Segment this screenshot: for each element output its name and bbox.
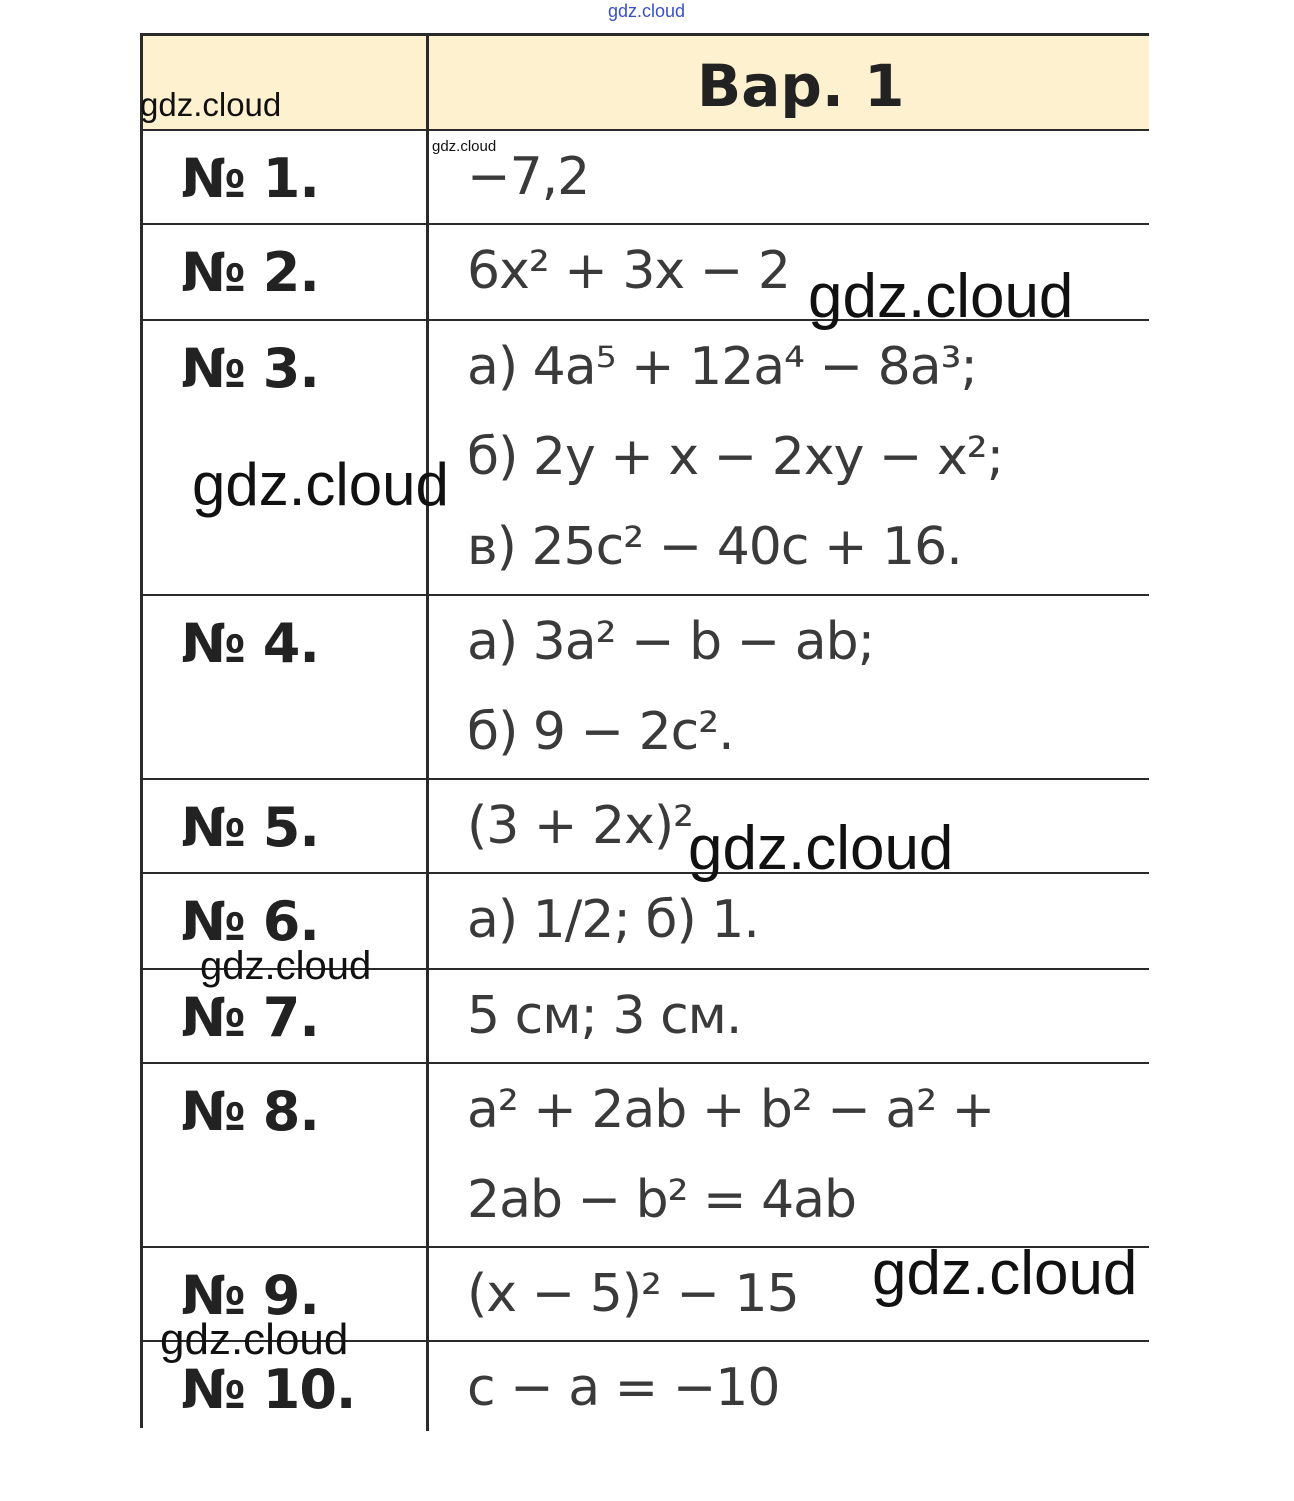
answer-line: а) 1/2; б) 1. bbox=[467, 890, 759, 950]
task-number: № 7. bbox=[181, 986, 319, 1049]
task-number: № 2. bbox=[181, 241, 319, 304]
task-number: № 6. bbox=[181, 890, 319, 953]
task-number: № 9. bbox=[181, 1264, 319, 1327]
header-variant-cell bbox=[429, 36, 1149, 129]
answer-line: c − a = −10 bbox=[467, 1358, 780, 1418]
answer-line: 5 см; 3 см. bbox=[467, 986, 742, 1046]
watermark: gdz.cloud bbox=[160, 1315, 349, 1364]
variant-title: Вар. 1 bbox=[697, 52, 905, 120]
task-number: № 1. bbox=[181, 147, 319, 210]
watermark: gdz.cloud bbox=[140, 86, 282, 123]
watermark: gdz.cloud bbox=[200, 944, 372, 988]
table-row-1 bbox=[143, 131, 1149, 225]
answer-line: а) 4a⁵ + 12a⁴ − 8a³; bbox=[467, 337, 977, 397]
watermark: gdz.cloud bbox=[872, 1239, 1138, 1308]
task-number: № 8. bbox=[181, 1080, 319, 1143]
answer-line: a² + 2ab + b² − a² + bbox=[467, 1080, 995, 1140]
answer-line: б) 9 − 2c². bbox=[467, 702, 734, 762]
task-number: № 5. bbox=[181, 796, 319, 859]
answer-table bbox=[140, 33, 1149, 1428]
table-row-8 bbox=[143, 1064, 1149, 1248]
answer-line: а) 3a² − b − ab; bbox=[467, 612, 875, 672]
watermark: gdz.cloud bbox=[808, 262, 1074, 331]
answer-line: 2ab − b² = 4ab bbox=[467, 1170, 857, 1230]
answer-line: в) 25c² − 40c + 16. bbox=[467, 517, 962, 577]
top-watermark: gdz.cloud bbox=[608, 1, 686, 21]
answer-line: б) 2y + x − 2xy − x²; bbox=[467, 427, 1004, 487]
answer-line: (x − 5)² − 15 bbox=[467, 1264, 799, 1324]
answer-line: 6x² + 3x − 2 bbox=[467, 241, 790, 301]
watermark: gdz.cloud bbox=[432, 138, 497, 155]
answer-line: (3 + 2x)² bbox=[467, 796, 693, 856]
answer-line: −7,2 bbox=[467, 147, 590, 207]
table-header-row bbox=[143, 36, 1149, 131]
watermark: gdz.cloud bbox=[688, 814, 954, 883]
task-number: № 4. bbox=[181, 612, 319, 675]
task-number: № 3. bbox=[181, 337, 319, 400]
watermark: gdz.cloud bbox=[192, 451, 449, 518]
task-number: № 10. bbox=[181, 1358, 356, 1421]
table-row-4 bbox=[143, 596, 1149, 780]
table-row-5 bbox=[143, 780, 1149, 874]
